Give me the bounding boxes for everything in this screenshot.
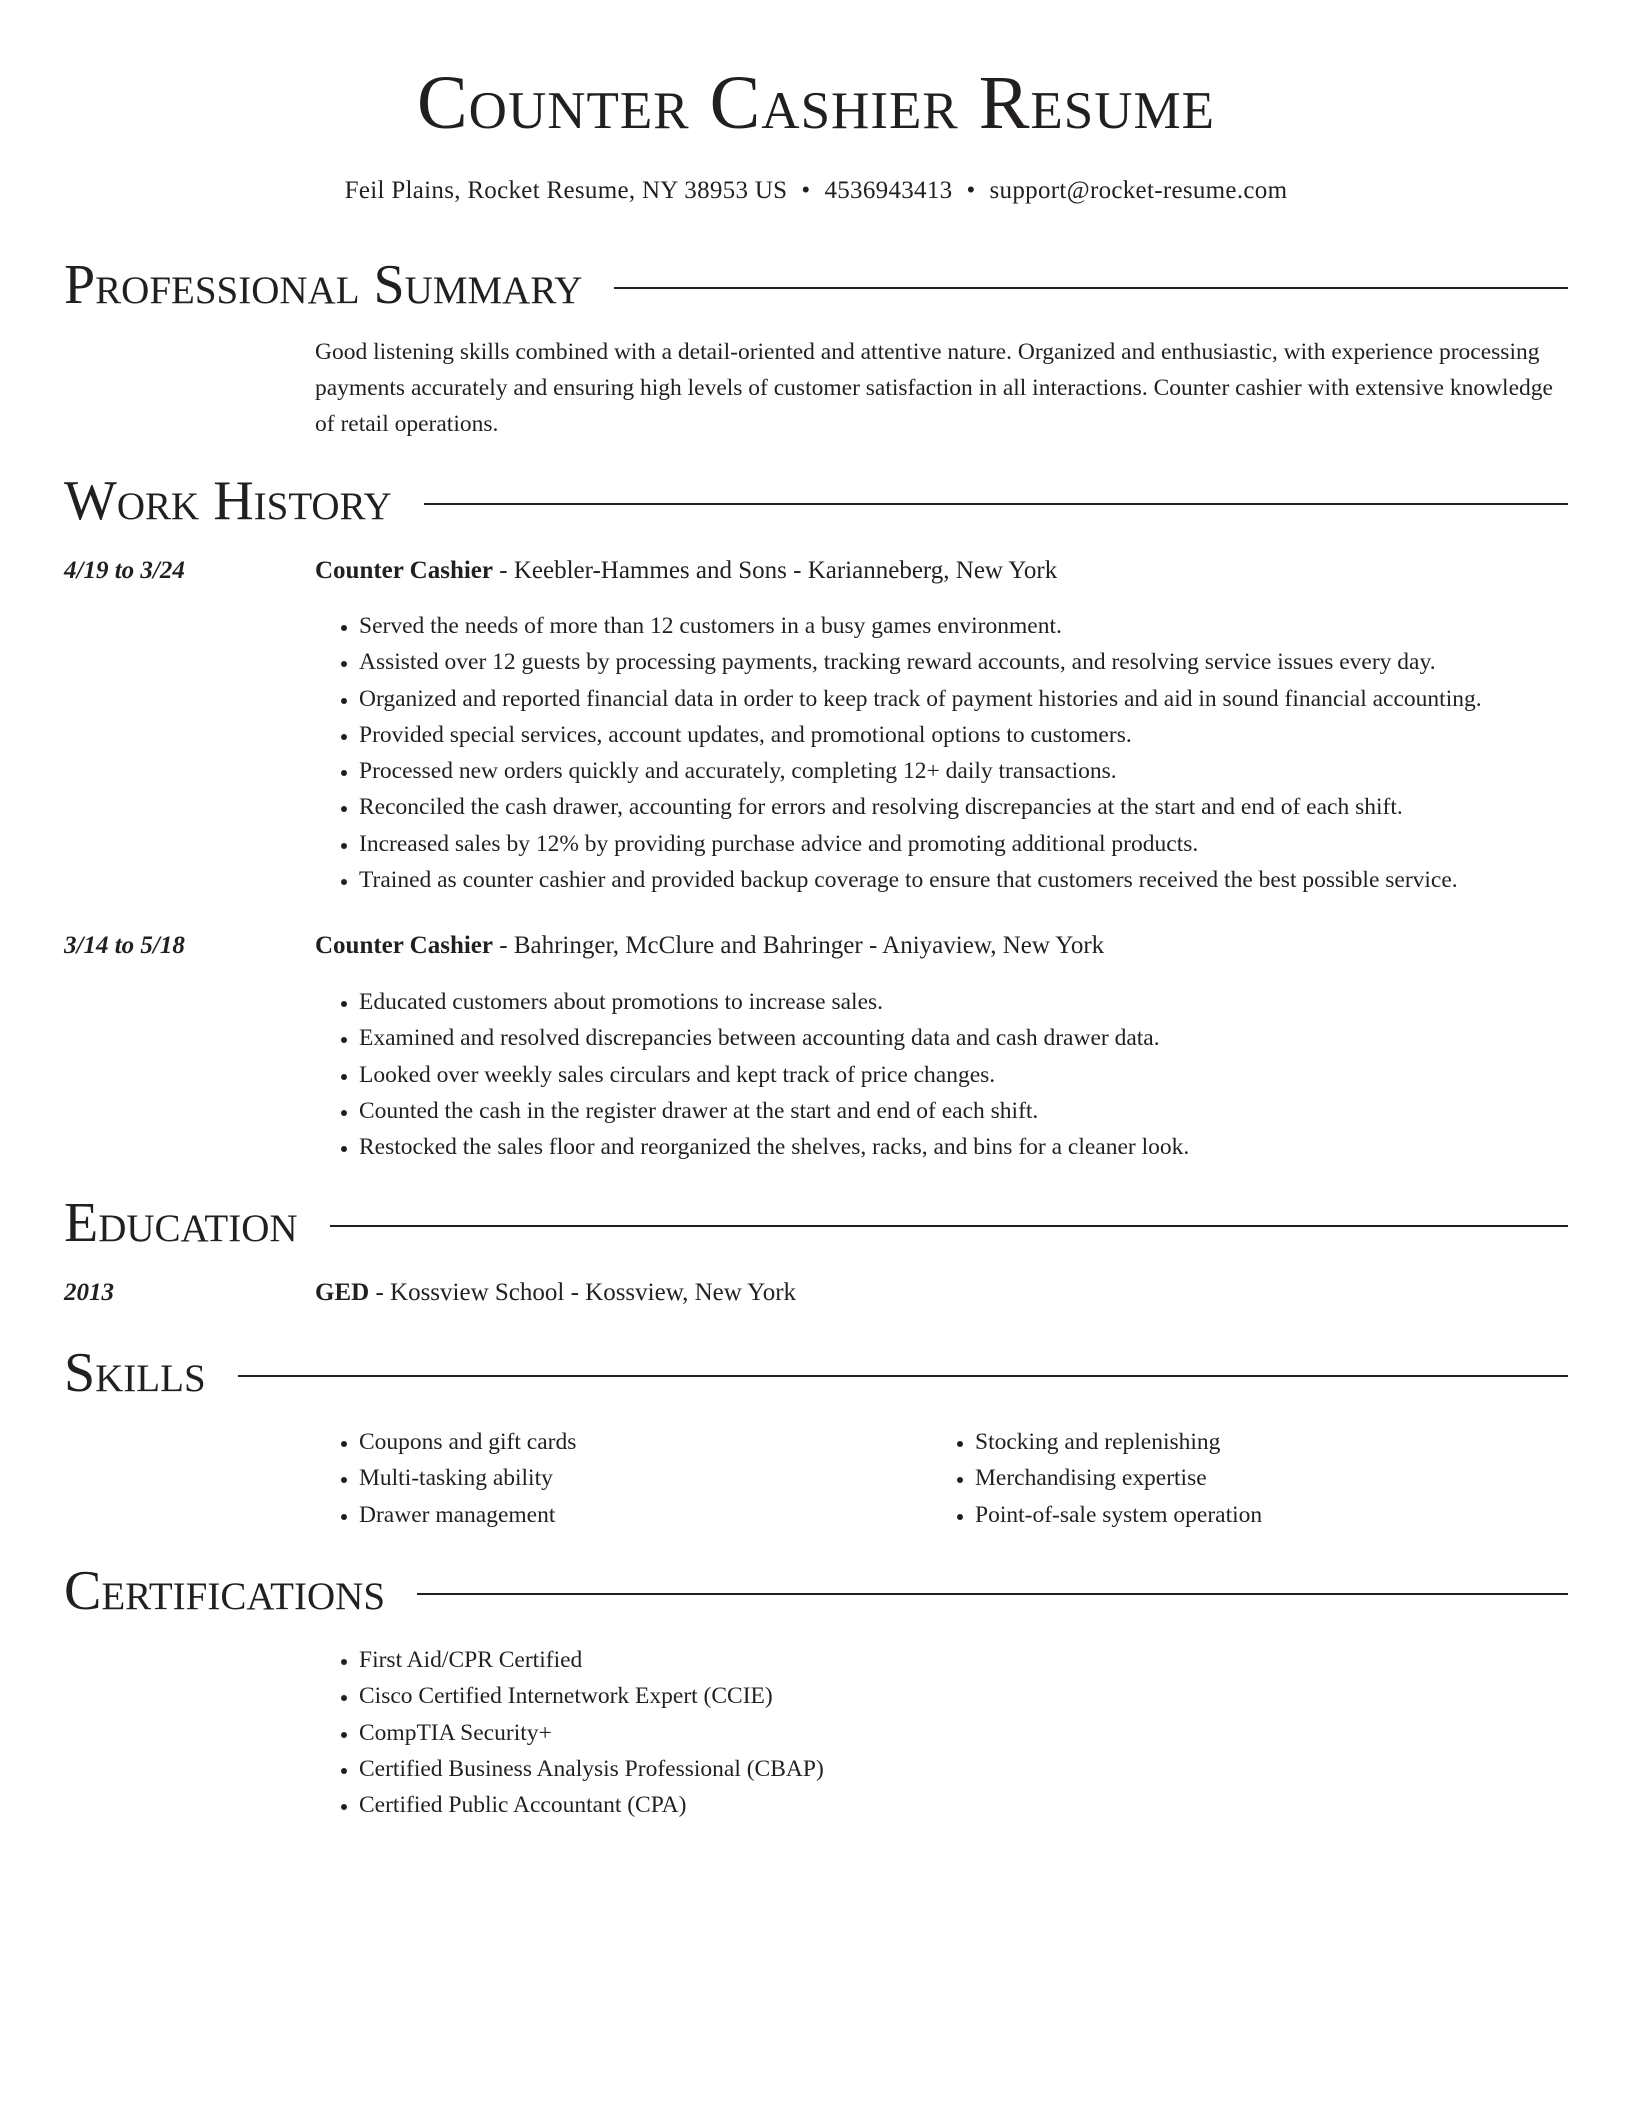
list-item: • Coupons and gift cards — [359, 1424, 919, 1460]
list-item: • Cisco Certified Internetwork Expert (CCIE) — [359, 1678, 1629, 1714]
education-details: - Kossview School - Kossview, New York — [369, 1279, 797, 1306]
list-item: • Educated customers about promotions to increase sales. — [359, 984, 1629, 1020]
section-title: Work History — [64, 470, 392, 532]
education-degree: GED — [315, 1279, 370, 1306]
section-rule — [424, 503, 1568, 505]
separator-dot: • — [801, 177, 811, 204]
section-heading-education — [64, 1191, 1568, 1255]
section-rule — [614, 287, 1568, 289]
list-item: • Looked over weekly sales circulars and kept track of price changes. — [359, 1057, 1629, 1093]
list-item: • Merchandising expertise — [975, 1460, 1575, 1496]
contact-address: Feil Plains, Rocket Resume, NY 38953 US — [344, 177, 788, 204]
section-title: Skills — [64, 1342, 206, 1404]
list-item: • First Aid/CPR Certified — [359, 1642, 1629, 1678]
section-rule — [330, 1225, 1568, 1227]
certifications-list — [315, 1642, 1629, 1823]
list-item: • Organized and reported financial data in order to keep track of payment histories and aid in sound financial accounting. — [359, 681, 1629, 717]
list-item: • Restocked the sales floor and reorganized the shelves, racks, and bins for a cleaner look. — [359, 1129, 1629, 1165]
resume-title: Counter Cashier Resume — [416, 61, 1216, 145]
job-details: - Keebler-Hammes and Sons - Karianneberg, New York — [493, 557, 1058, 584]
skills-list-right — [931, 1424, 1575, 1533]
section-heading-skills — [64, 1341, 1568, 1405]
job-heading — [315, 929, 1104, 963]
list-item: • Reconciled the cash drawer, accounting for errors and resolving discrepancies at the start and end of each shift. — [359, 789, 1629, 825]
education-year: 2013 — [64, 1279, 114, 1306]
job-details: - Bahringer, McClure and Bahringer - Aniyaview, New York — [493, 932, 1105, 959]
list-item: • Provided special services, account updates, and promotional options to customers. — [359, 717, 1629, 753]
section-heading-work-history — [64, 469, 1568, 533]
section-rule — [238, 1375, 1568, 1377]
list-item: • Multi-tasking ability — [359, 1460, 919, 1496]
list-item: • Examined and resolved discrepancies between accounting data and cash drawer data. — [359, 1020, 1629, 1056]
section-heading-certifications — [64, 1559, 1568, 1623]
job-title: Counter Cashier — [315, 932, 494, 959]
list-item: • Served the needs of more than 12 customers in a busy games environment. — [359, 608, 1629, 644]
section-rule — [417, 1593, 1568, 1595]
job-title: Counter Cashier — [315, 557, 494, 584]
education-heading — [315, 1276, 796, 1310]
list-item: • Stocking and replenishing — [975, 1424, 1575, 1460]
skills-list-left — [315, 1424, 919, 1533]
contact-line — [0, 174, 1632, 208]
job-heading — [315, 554, 1057, 588]
section-title: Education — [64, 1192, 298, 1254]
job-bullet-list — [315, 984, 1629, 1165]
contact-phone: 4536943413 — [824, 177, 953, 204]
list-item: • CompTIA Security+ — [359, 1715, 1629, 1751]
list-item: • Certified Public Accountant (CPA) — [359, 1787, 1629, 1823]
job-dates: 4/19 to 3/24 — [64, 557, 185, 584]
list-item: • Drawer management — [359, 1497, 919, 1533]
summary-text: Good listening skills combined with a detail-oriented and attentive nature. Organized and enthusiastic, with experience processing payments accurately and ensuring high levels of customer satisfaction in all interactions. Counter cashier with extensive knowledge of retail operations. — [315, 339, 1553, 437]
list-item: • Point-of-sale system operation — [975, 1497, 1575, 1533]
contact-email: support@rocket-resume.com — [989, 177, 1288, 204]
list-item: • Counted the cash in the register drawer at the start and end of each shift. — [359, 1093, 1629, 1129]
job-bullet-list — [315, 608, 1629, 898]
list-item: • Certified Business Analysis Professional (CBAP) — [359, 1751, 1629, 1787]
section-heading-summary — [64, 253, 1568, 317]
list-item: • Trained as counter cashier and provided backup coverage to ensure that customers received the best possible service. — [359, 862, 1629, 898]
list-item: • Assisted over 12 guests by processing payments, tracking reward accounts, and resolving service issues every day. — [359, 644, 1629, 680]
section-title: Professional Summary — [64, 254, 583, 316]
separator-dot: • — [966, 177, 976, 204]
section-title: Certifications — [64, 1560, 386, 1622]
job-dates: 3/14 to 5/18 — [64, 932, 185, 959]
list-item: • Processed new orders quickly and accurately, completing 12+ daily transactions. — [359, 753, 1629, 789]
list-item: • Increased sales by 12% by providing purchase advice and promoting additional products. — [359, 826, 1629, 862]
